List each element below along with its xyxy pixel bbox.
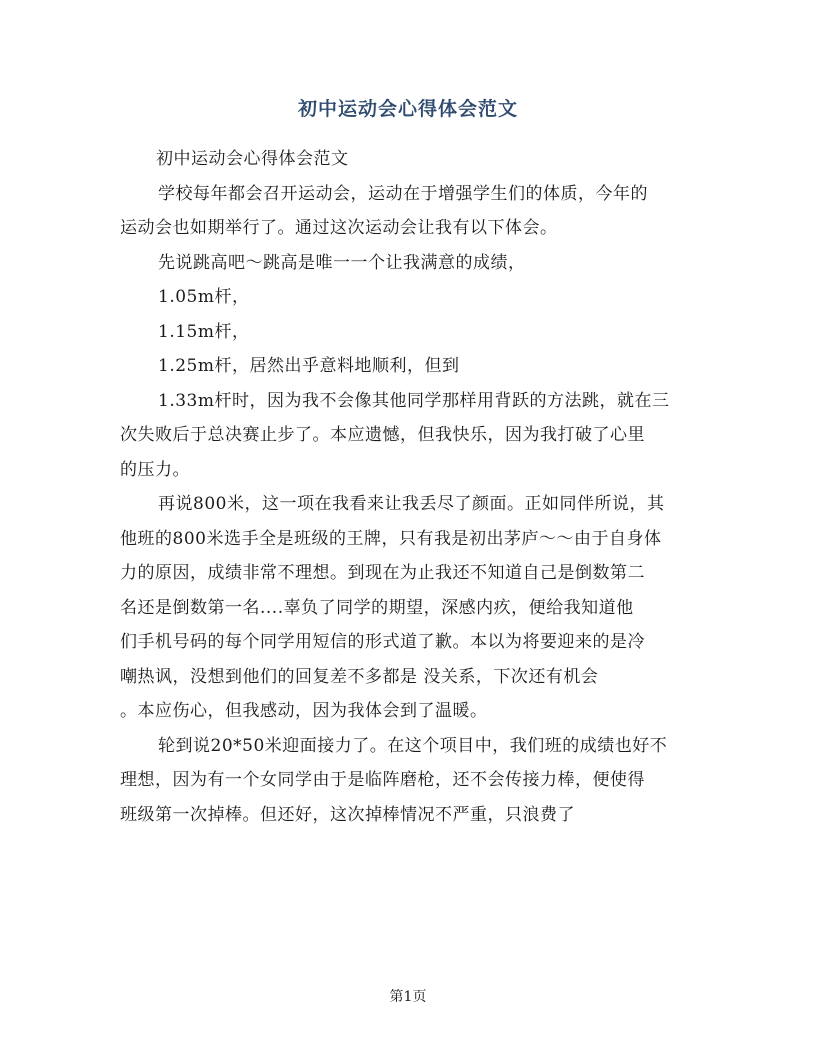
text-line: 先说跳高吧～跳高是唯一一个让我满意的成绩， xyxy=(158,252,526,273)
text-line: 班级第一次掉棒。但还好，这次掉棒情况不严重，只浪费了 xyxy=(120,804,575,825)
document-body xyxy=(120,142,696,832)
text-line: 1.25m杆，居然出乎意料地顺利，但到 xyxy=(158,356,460,376)
text-line: 嘲热讽，没想到他们的回复差不多都是 没关系，下次还有机会 xyxy=(120,666,599,687)
text-line: 的压力。 xyxy=(120,459,190,480)
text-line: 力的原因，成绩非常不理想。到现在为止我还不知道自己是倒数第二 xyxy=(120,563,645,583)
text-line: 初中运动会心得体会范文 xyxy=(156,149,349,169)
text-line: 理想，因为有一个女同学由于是临阵磨枪，还不会传接力棒，便使得 xyxy=(120,770,645,790)
text-line: 轮到说20*50米迎面接力了。在这个项目中，我们班的成绩也好不 xyxy=(158,735,668,756)
text-line: 次失败后于总决赛止步了。本应遗憾，但我快乐，因为我打破了心里 xyxy=(120,425,645,445)
text-line: 们手机号码的每个同学用短信的形式道了歉。本以为将要迎来的是冷 xyxy=(120,632,645,652)
document-title: 初中运动会心得体会范文 xyxy=(297,98,518,120)
text-line: 。本应伤心，但我感动，因为我体会到了温暖。 xyxy=(120,701,488,721)
text-line: 1.15m杆， xyxy=(158,321,250,342)
text-line: 学校每年都会召开运动会，运动在于增强学生们的体质，今年的 xyxy=(158,183,648,204)
text-line: 1.33m杆时，因为我不会像其他同学那样用背跃的方法跳，就在三 xyxy=(158,390,670,411)
text-line: 名还是倒数第一名....辜负了同学的期望，深感内疚，便给我知道他 xyxy=(120,597,634,618)
text-line: 他班的800米选手全是班级的王牌，只有我是初出茅庐～～由于自身体 xyxy=(120,528,662,549)
text-line: 运动会也如期举行了。通过这次运动会让我有以下体会。 xyxy=(120,218,558,238)
text-line: 1.05m杆， xyxy=(158,287,250,307)
page-number: 第1页 xyxy=(389,989,427,1005)
text-line: 再说800米，这一项在我看来让我丢尽了颜面。正如同伴所说，其 xyxy=(158,494,665,514)
